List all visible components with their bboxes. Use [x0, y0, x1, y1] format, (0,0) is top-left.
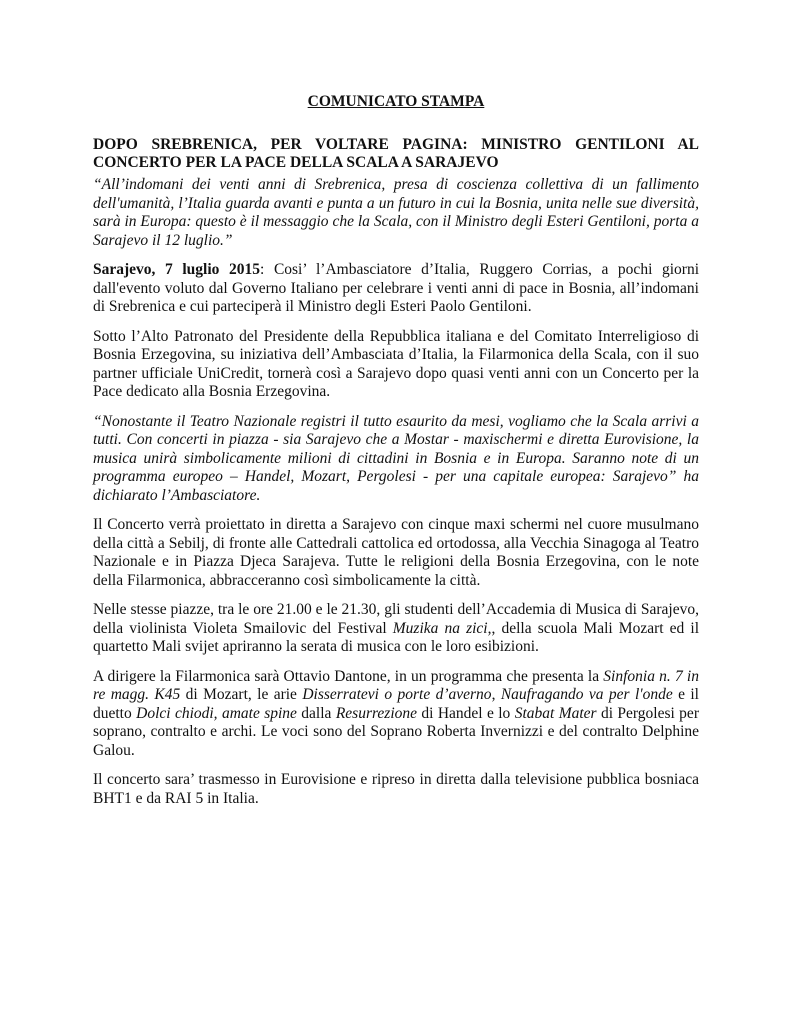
- program-text-2: di Mozart, le arie: [180, 686, 303, 703]
- program-text-4: e il duetto: [93, 686, 699, 722]
- paragraph-students: [93, 601, 699, 657]
- work-disserratevi: Disserratevi o porte d’averno: [302, 686, 492, 703]
- dateline: Sarajevo, 7 luglio 2015: [93, 261, 261, 278]
- paragraph-students-text-1: Nelle stesse piazze, tra le ore 21.00 e le 21.30, gli studenti dell’Accademia di Musica di Sarajevo, della violinista Violeta Smailovic del Festival: [93, 601, 699, 637]
- document-title: COMUNICATO STAMPA: [307, 93, 485, 110]
- work-resurrezione: Resurrezione: [335, 704, 418, 722]
- program-text-6: di Handel e lo: [417, 704, 515, 722]
- festival-name: Muzika na zici: [392, 619, 488, 637]
- paragraph-students-text-2: ,, della scuola Mali Mozart ed il quartetto Mali svijet apriranno la serata di musica con le loro esibizioni.: [93, 619, 700, 655]
- program-text-3: ,: [491, 686, 501, 703]
- intro-quote: “All’indomani dei venti anni di Srebrenica, presa di coscienza collettiva di un fallimento dell'umanità, l’Italia guarda avanti e punta a un futuro in cui la Bosnia, unita nelle sue diversità, sarà in Europa: questo è il messaggio che la Scala, con il Ministro degli Esteri Gentiloni, porta a Sarajevo il 12 luglio.”: [93, 176, 699, 249]
- work-dolci-chiodi: Dolci chiodi, amate spine: [136, 704, 297, 722]
- paragraph-dateline-text: : Cosi’ l’Ambasciatore d’Italia, Ruggero Corrias, a pochi giorni dall'evento voluto dal Governo Italiano per celebrare i venti anni di pace in Bosnia, all’indomani di Srebrenica e cui parteciperà il Ministro degli Esteri Paolo Gentiloni.: [93, 261, 699, 315]
- paragraph-patronage: Sotto l’Alto Patronato del Presidente della Repubblica italiana e del Comitato Interreligioso di Bosnia Erzegovina, su iniziativa dell’Ambasciata d’Italia, la Filarmonica della Scala, con il suo partner ufficiale UniCredit, tornerà così a Sarajevo dopo quasi venti anni con un Concerto per la Pace dedicato alla Bosnia Erzegovina.: [93, 327, 699, 400]
- work-naufragando: Naufragando va per l'onde: [500, 686, 673, 703]
- work-sinfonia: Sinfonia n. 7 in re magg. K45: [93, 667, 699, 703]
- program-text-1: A dirigere la Filarmonica sarà Ottavio Dantone, in un programma che presenta la: [93, 667, 604, 685]
- paragraph-program: [93, 668, 699, 761]
- ambassador-quote: “Nonostante il Teatro Nazionale registri il tutto esaurito da mesi, vogliamo che la Scala arrivi a tutti. Con concerti in piazza - sia Sarajevo che a Mostar - maxischermi e diretta Eurovisione, la musica unirà simbolicamente milioni di cittadini in Bosnia e in Europa. Saranno note di un programma europeo – Handel, Mozart, Pergolesi - per una capitale europea: Sarajevo” ha dichiarato l’Ambasciatore.: [93, 412, 699, 504]
- program-text-7: di Pergolesi per soprano, contralto e archi. Le voci sono del Soprano Roberta Invernizzi e del contralto Delphine Galou.: [93, 704, 699, 759]
- program-text-5: dalla: [296, 704, 336, 722]
- paragraph-eurovision: Il concerto sara’ trasmesso in Eurovisione e ripreso in diretta dalla televisione pubblica bosniaca BHT1 e da RAI 5 in Italia.: [93, 771, 699, 807]
- work-stabat-mater: Stabat Mater: [514, 704, 597, 722]
- paragraph-dateline: [93, 261, 699, 317]
- paragraph-broadcast-screens: Il Concerto verrà proiettato in diretta a Sarajevo con cinque maxi schermi nel cuore musulmano della città a Sebilj, di fronte alle Cattedrali cattolica ed ortodossa, alla Vecchia Sinagoga al Teatro Nazionale e in Piazza Djeca Sarajeva. Tutte le religioni della Bosnia Erzegovina, con le note della Filarmonica, abbracceranno così simbolicamente la città.: [93, 516, 699, 589]
- headline: DOPO SREBRENICA, PER VOLTARE PAGINA: MINISTRO GENTILONI AL CONCERTO PER LA PACE DELLA SCALA A SARAJEVO: [93, 136, 699, 171]
